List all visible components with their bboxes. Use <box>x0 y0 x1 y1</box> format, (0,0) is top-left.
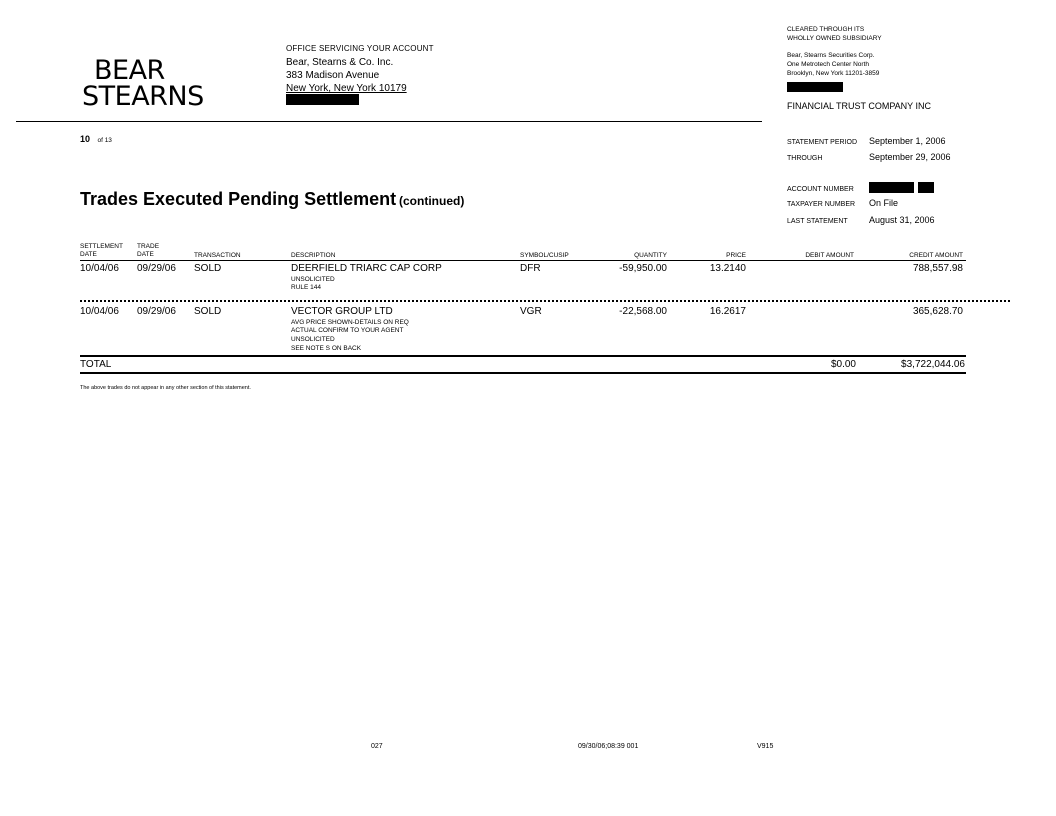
office-street: 383 Madison Avenue <box>286 70 380 81</box>
office-heading: OFFICE SERVICING YOUR ACCOUNT <box>286 44 434 53</box>
col-symbol: SYMBOL/CUSIP <box>520 252 569 259</box>
credit-amount: 788,557.98 <box>912 263 963 274</box>
total-credit: $3,722,044.06 <box>901 359 965 370</box>
settlement-date: 10/04/06 <box>80 263 119 274</box>
col-price: PRICE <box>726 252 746 259</box>
description-note: AVG PRICE SHOWN-DETAILS ON REQ <box>291 319 409 326</box>
office-name: Bear, Stearns & Co. Inc. <box>286 57 394 68</box>
total-top-rule <box>80 355 966 357</box>
col-description: DESCRIPTION <box>291 252 336 259</box>
last-statement-value: August 31, 2006 <box>869 215 935 225</box>
statement-period-value: September 1, 2006 <box>869 136 946 146</box>
security-description: VECTOR GROUP LTD <box>291 306 393 317</box>
description-note: SEE NOTE S ON BACK <box>291 345 362 352</box>
clearing-corp: Bear, Stearns Securities Corp. <box>787 52 875 59</box>
office-city: New York, New York 10179 <box>286 83 407 94</box>
description-note: RULE 144 <box>291 284 321 291</box>
page-number: 10 <box>80 134 91 144</box>
clearing-address-2: Brooklyn, New York 11201-3859 <box>787 70 880 77</box>
section-title: Trades Executed Pending Settlement <box>80 189 397 209</box>
clearing-line-1: CLEARED THROUGH ITS <box>787 26 865 33</box>
quantity: -22,568.00 <box>619 306 667 317</box>
total-debit: $0.00 <box>830 359 856 370</box>
row-separator <box>80 300 1010 302</box>
redaction-box <box>787 82 843 92</box>
col-debit: DEBIT AMOUNT <box>805 252 854 259</box>
table-header-rule <box>80 260 966 261</box>
price: 13.2140 <box>709 263 746 274</box>
description-note: UNSOLICITED <box>291 336 335 343</box>
security-description: DEERFIELD TRIARC CAP CORP <box>291 263 442 274</box>
section-continued: (continued) <box>399 194 465 208</box>
trade-date: 09/29/06 <box>137 263 176 274</box>
page-of-label: of 13 <box>97 137 112 144</box>
settlement-date: 10/04/06 <box>80 306 119 317</box>
through-value: September 29, 2006 <box>869 152 951 162</box>
description-note: UNSOLICITED <box>291 276 335 283</box>
logo-line-1: BEAR <box>94 55 165 86</box>
col-settlement-date: SETTLEMENT DATE <box>80 243 123 258</box>
account-number-label: ACCOUNT NUMBER <box>787 186 854 193</box>
clearing-address-1: One Metrotech Center North <box>787 61 870 68</box>
bear-stearns-logo <box>82 55 204 112</box>
symbol: VGR <box>520 306 542 317</box>
header-divider <box>16 121 762 122</box>
credit-amount: 365,628.70 <box>912 306 963 317</box>
footer-timestamp: 09/30/06;08:39 001 <box>578 743 639 750</box>
transaction-type: SOLD <box>194 263 222 274</box>
trade-date: 09/29/06 <box>137 306 176 317</box>
col-credit: CREDIT AMOUNT <box>909 252 963 259</box>
col-quantity: QUANTITY <box>634 252 667 259</box>
page-indicator <box>80 129 112 147</box>
footnote: The above trades do not appear in any other section of this statement. <box>80 385 251 391</box>
col-trade-date: TRADE DATE <box>137 243 160 258</box>
account-holder-name: FINANCIAL TRUST COMPANY INC <box>787 101 932 111</box>
through-label: THROUGH <box>787 155 823 162</box>
taxpayer-number-label: TAXPAYER NUMBER <box>787 201 856 208</box>
taxpayer-number-value: On File <box>869 198 899 208</box>
transaction-type: SOLD <box>194 306 222 317</box>
redaction-box <box>869 182 914 193</box>
redaction-box <box>918 182 934 193</box>
redaction-box <box>286 94 359 105</box>
quantity: -59,950.00 <box>619 263 667 274</box>
description-note: ACTUAL CONFIRM TO YOUR AGENT <box>291 327 404 334</box>
price: 16.2617 <box>709 306 746 317</box>
footer-code: V915 <box>757 743 774 750</box>
total-bottom-rule <box>80 372 966 374</box>
logo-line-2: STEARNS <box>82 81 204 112</box>
total-label: TOTAL <box>80 359 112 370</box>
symbol: DFR <box>520 263 541 274</box>
footer-code: 027 <box>371 743 383 750</box>
col-transaction: TRANSACTION <box>194 252 241 259</box>
last-statement-label: LAST STATEMENT <box>787 218 848 225</box>
clearing-line-2: WHOLLY OWNED SUBSIDIARY <box>787 35 882 42</box>
statement-period-label: STATEMENT PERIOD <box>787 139 858 146</box>
